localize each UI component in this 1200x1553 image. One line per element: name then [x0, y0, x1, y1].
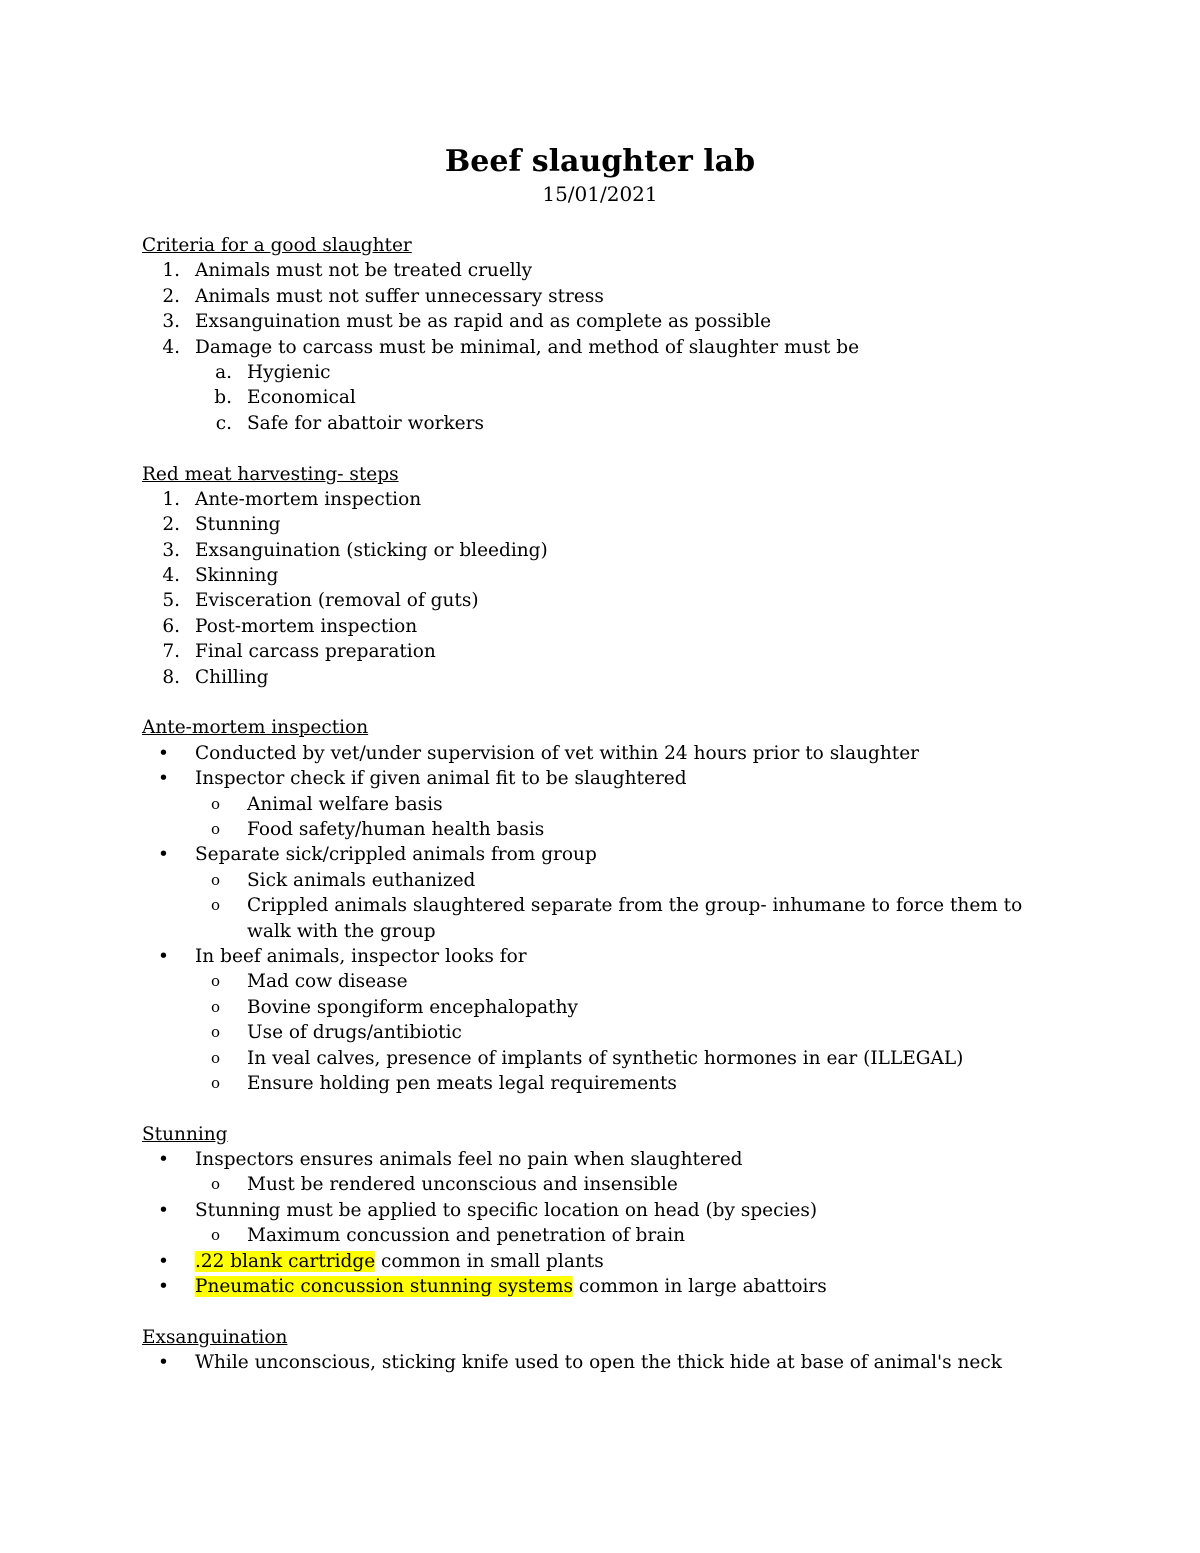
document-body	[142, 233, 1072, 1376]
sub-bullet-item: o Maximum concussion and penetration of brain	[142, 1223, 1072, 1248]
sub-bullet-item: o Animal welfare basis	[142, 792, 1072, 817]
bullet-item: • Separate sick/crippled animals from group	[142, 842, 1072, 867]
section-heading-exsanguination: Exsanguination	[142, 1326, 288, 1348]
circle-bullet-icon: o	[211, 1048, 221, 1067]
section-heading-antemortem: Ante-mortem inspection	[142, 717, 369, 739]
bullet-item: • Pneumatic concussion stunning systems common in large abattoirs	[142, 1274, 1072, 1299]
list-item: 4. Skinning	[162, 565, 279, 587]
bullet-item: • Conducted by vet/under supervision of vet within 24 hours prior to slaughter	[142, 741, 1072, 766]
sub-bullet-item: o In veal calves, presence of implants of synthetic hormones in ear (ILLEGAL)	[142, 1046, 1072, 1071]
bullet-item: • Inspectors ensures animals feel no pain when slaughtered	[142, 1147, 1072, 1172]
sub-list-item: c. Safe for abattoir workers	[215, 412, 484, 434]
sub-bullet-item: o Use of drugs/antibiotic	[142, 1020, 1072, 1045]
circle-bullet-icon: o	[211, 896, 221, 915]
list-item: 1. Animals must not be treated cruelly	[162, 260, 533, 282]
bullet-icon: •	[158, 1199, 169, 1221]
bullet-icon: •	[158, 1276, 169, 1298]
circle-bullet-icon: o	[211, 1023, 221, 1042]
bullet-icon: •	[158, 768, 169, 790]
list-item: 4. Damage to carcass must be minimal, and method of slaughter must be	[162, 336, 860, 358]
bullet-icon: •	[158, 844, 169, 866]
list-item: 3. Exsanguination (sticking or bleeding)	[162, 539, 548, 561]
list-item: 2. Animals must not suffer unnecessary stress	[162, 285, 604, 307]
section-heading-stunning: Stunning	[142, 1123, 228, 1145]
sub-list-item: a. Hygienic	[215, 361, 331, 383]
list-item: 1. Ante-mortem inspection	[162, 488, 422, 510]
document-date: 15/01/2021	[542, 182, 658, 206]
bullet-item: • In beef animals, inspector looks for	[142, 944, 1072, 969]
section-heading-criteria: Criteria for a good slaughter	[142, 235, 412, 256]
bullet-icon: •	[158, 1149, 169, 1171]
circle-bullet-icon: o	[211, 997, 221, 1016]
sub-bullet-item: o Sick animals euthanized	[142, 868, 1072, 893]
sub-bullet-item: o Ensure holding pen meats legal requirements	[142, 1071, 1072, 1096]
sub-bullet-item: o Must be rendered unconscious and insensible	[142, 1172, 1072, 1197]
circle-bullet-icon: o	[211, 1073, 221, 1092]
list-item: 7. Final carcass preparation	[162, 641, 436, 663]
highlighted-text: Pneumatic concussion stunning systems	[195, 1276, 574, 1298]
bullet-icon: •	[158, 742, 169, 764]
bullet-item: • Stunning must be applied to specific location on head (by species)	[142, 1198, 1072, 1223]
list-item: 6. Post-mortem inspection	[162, 615, 418, 637]
highlighted-text: .22 blank cartridge	[195, 1250, 376, 1272]
list-item: 3. Exsanguination must be as rapid and as complete as possible	[162, 311, 772, 333]
circle-bullet-icon: o	[211, 1175, 221, 1194]
sub-bullet-item: o Crippled animals slaughtered separate from the group- inhumane to force them to walk with the group	[211, 895, 1023, 942]
sub-bullet-item: o Mad cow disease	[142, 969, 1072, 994]
list-item: 8. Chilling	[162, 666, 269, 688]
sub-list-item: b. Economical	[214, 387, 356, 409]
list-item: 5. Evisceration (removal of guts)	[162, 590, 479, 612]
bullet-item: • While unconscious, sticking knife used to open the thick hide at base of animal's neck	[142, 1350, 1072, 1375]
sub-bullet-item: o Bovine spongiform encephalopathy	[142, 995, 1072, 1020]
circle-bullet-icon: o	[211, 870, 221, 889]
sub-bullet-item: o Food safety/human health basis	[142, 817, 1072, 842]
circle-bullet-icon: o	[211, 819, 221, 838]
list-item: 2. Stunning	[162, 514, 281, 536]
bullet-icon: •	[158, 1250, 169, 1272]
circle-bullet-icon: o	[211, 972, 221, 991]
section-heading-steps: Red meat harvesting- steps	[142, 463, 399, 485]
bullet-item: • .22 blank cartridge common in small plants	[142, 1249, 1072, 1274]
circle-bullet-icon: o	[211, 1226, 221, 1245]
circle-bullet-icon: o	[211, 794, 221, 813]
document-title: Beef slaughter lab	[444, 144, 756, 179]
bullet-icon: •	[158, 945, 169, 967]
bullet-icon: •	[158, 1352, 169, 1374]
bullet-item: • Inspector check if given animal fit to be slaughtered	[142, 766, 1072, 791]
